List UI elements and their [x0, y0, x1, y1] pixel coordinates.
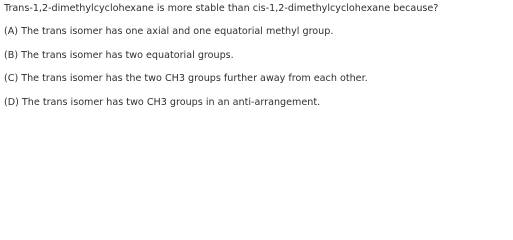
option-d[interactable]: (D) The trans isomer has two CH3 groups in an anti-arrangement.	[4, 97, 321, 108]
question-text: Trans-1,2-dimethylcyclohexane is more stable than cis-1,2-dimethylcyclohexane because?	[4, 3, 439, 14]
option-b[interactable]: (B) The trans isomer has two equatorial groups.	[4, 50, 234, 61]
option-a[interactable]: (A) The trans isomer has one axial and one equatorial methyl group.	[4, 26, 334, 37]
option-c[interactable]: (C) The trans isomer has the two CH3 groups further away from each other.	[4, 73, 368, 84]
